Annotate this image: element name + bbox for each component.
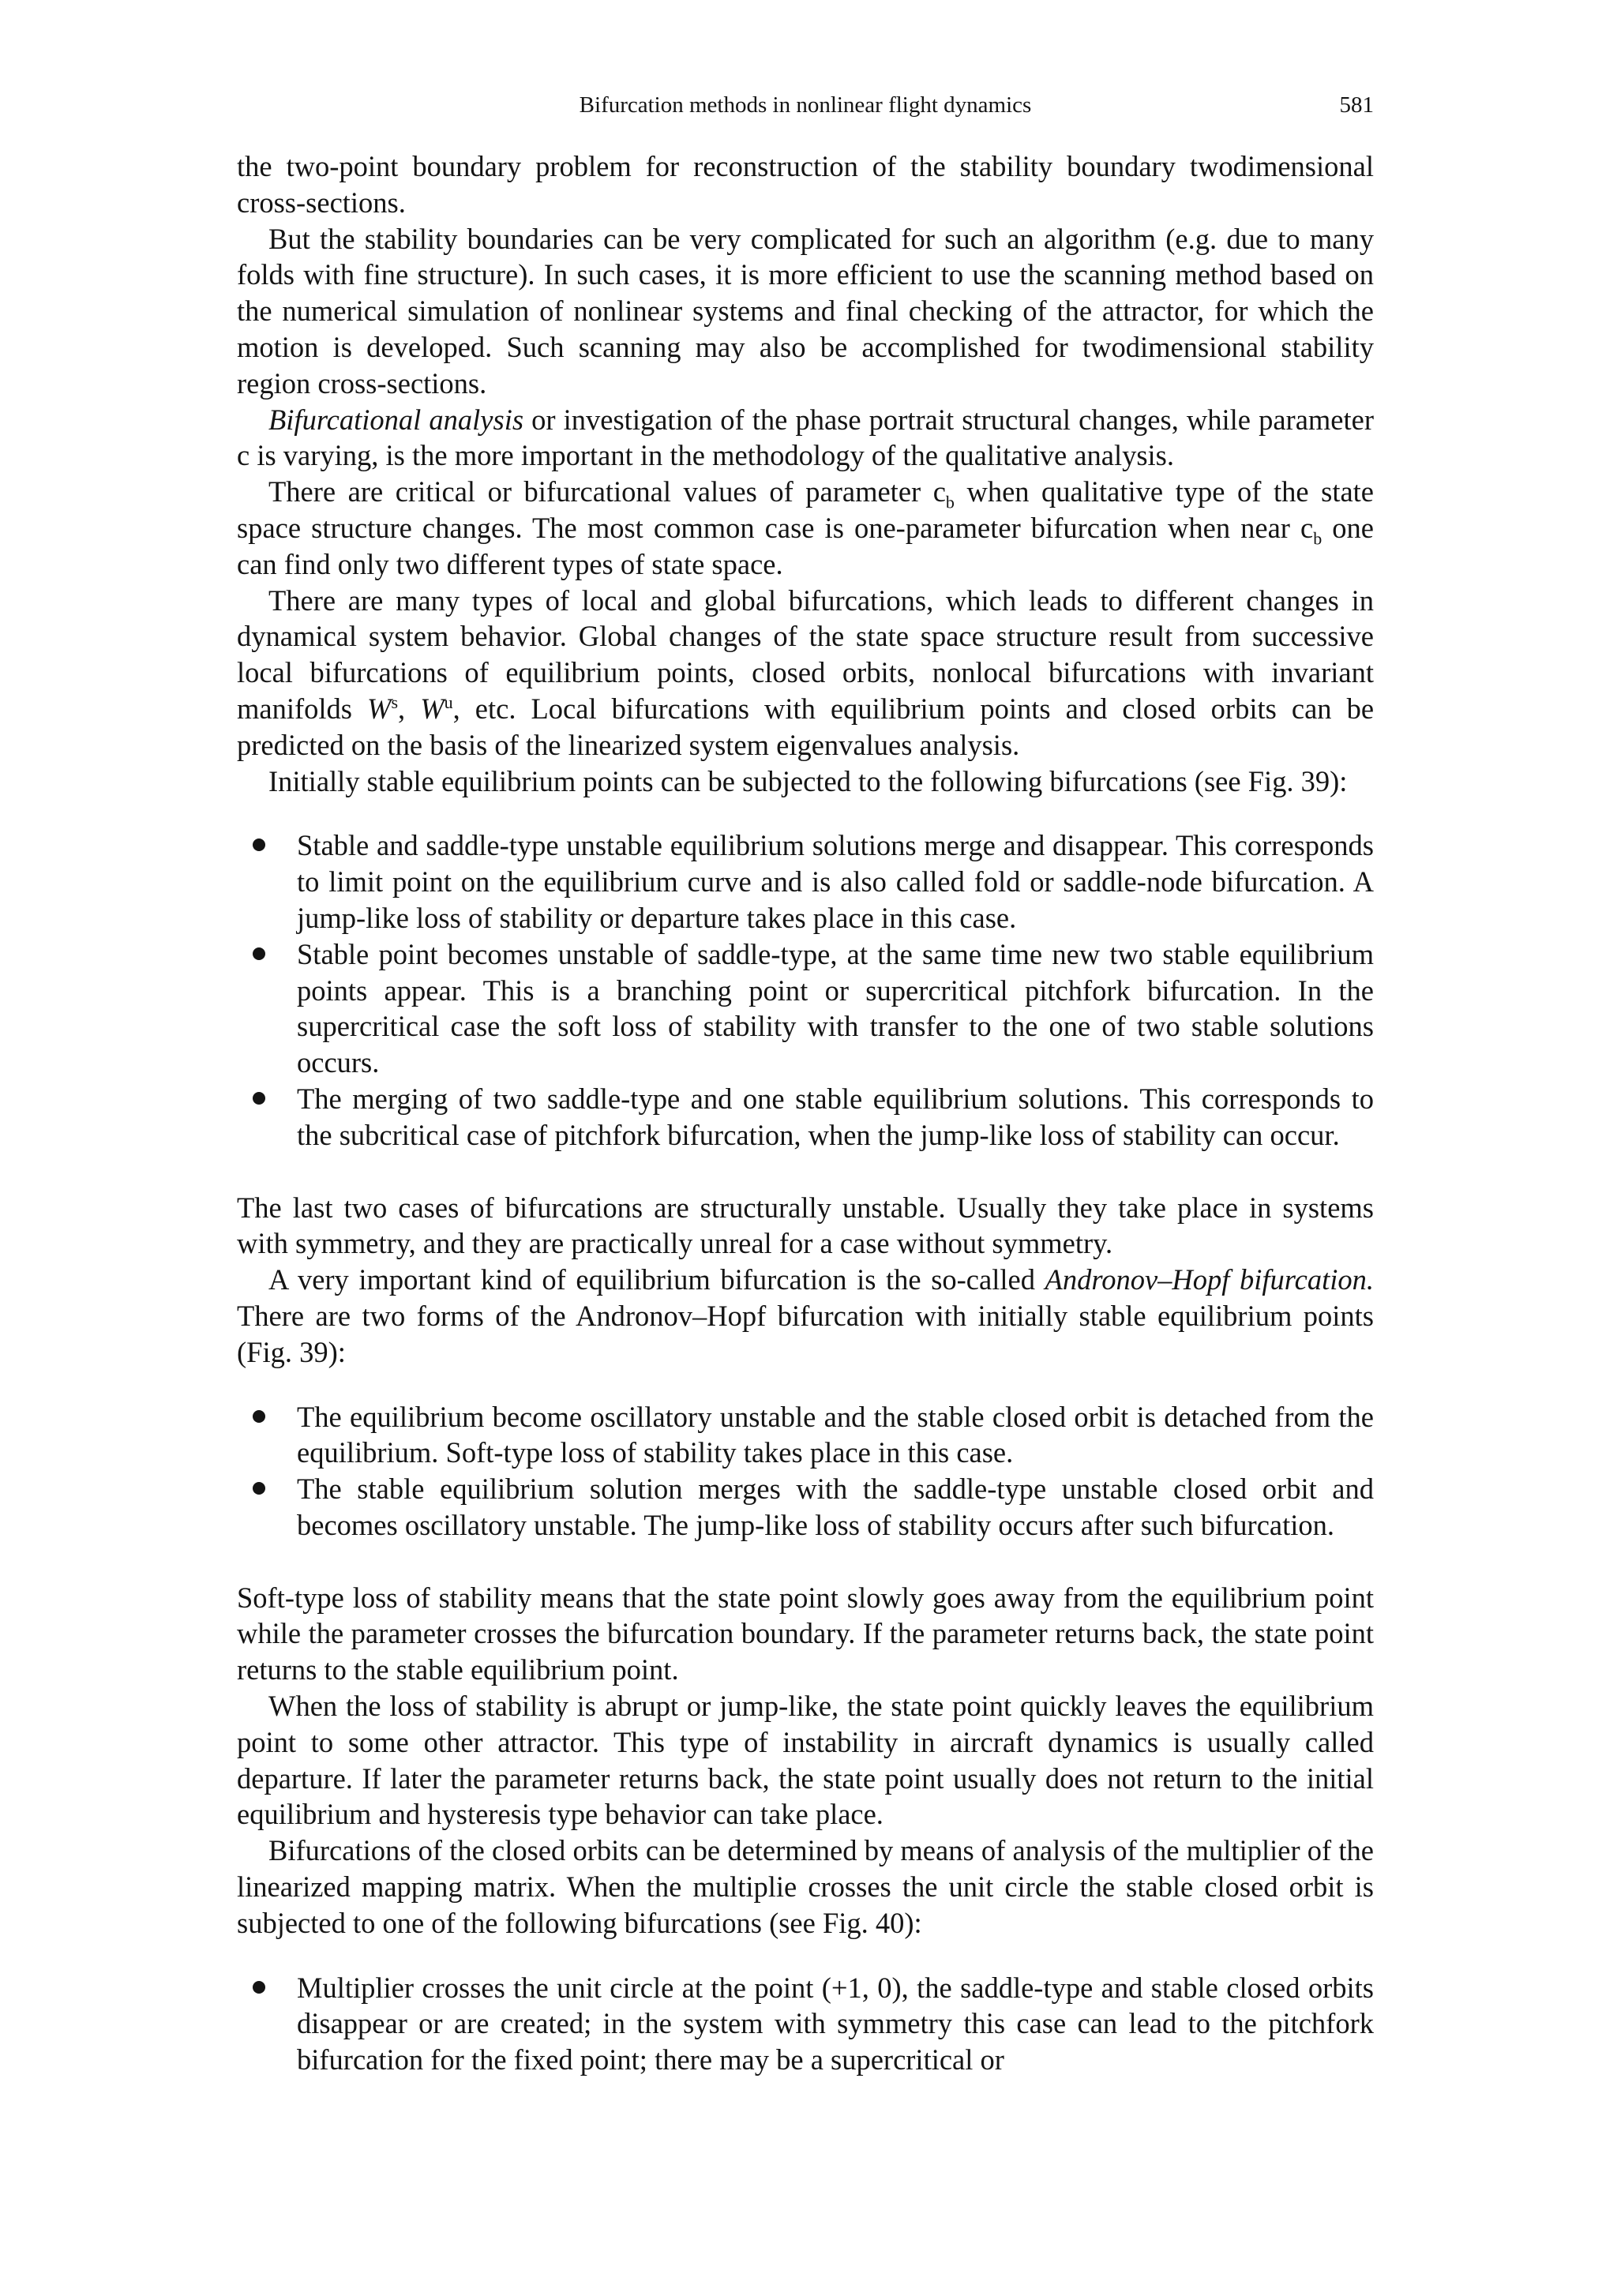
bullet-list-orbit-bifurcations	[237, 1970, 1374, 2078]
paragraph-8-text-a: A very important kind of equilibrium bifurcation is the so-called	[268, 1263, 1045, 1296]
paragraph-1: the two-point boundary problem for reconstruction of the stability boundary twodimensional cross-sections.	[237, 150, 1374, 219]
manifold-ws: W	[367, 692, 392, 725]
term-bifurcational-analysis: Bifurcational analysis	[268, 403, 524, 436]
bullet-icon	[253, 1482, 265, 1495]
subscript-b-1: b	[945, 492, 955, 512]
paragraph-5-text-a: There are many types of local and global bifurcations, which leads to different changes in dynamical system behavior. Global changes of the state space structure result from successive local bifurcations of equilibrium points, closed orbits, nonlocal bifurcations with invariant manifolds	[237, 583, 1374, 725]
paragraph-4-text-b: when qualitative type of the state space structure changes. The most common case is one-parameter bifurcation when near c	[237, 475, 1374, 544]
bullet-icon	[253, 947, 265, 960]
list-item	[297, 1081, 1374, 1154]
paragraph-2: But the stability boundaries can be very complicated for such an algorithm (e.g. due to many folds with fine structure). In such cases, it is more efficient to use the scanning method based on the numerical simulation of nonlinear systems and final checking of the attractor, for which the motion is developed. Such scanning may also be accomplished for twodimensional stability region cross-sections.	[237, 222, 1374, 400]
paragraph-7: The last two cases of bifurcations are structurally unstable. Usually they take place in systems with symmetry, and they are practically unreal for a case without symmetry.	[237, 1191, 1374, 1260]
paragraph-8-text-b: There are two forms of the Andronov–Hopf bifurcation with initially stable equilibrium points (Fig. 39):	[237, 1299, 1374, 1368]
term-andronov-hopf: Andronov–Hopf bifurcation.	[1045, 1263, 1374, 1296]
subscript-b-2: b	[1313, 528, 1322, 549]
list-item-text: Stable and saddle-type unstable equilibrium solutions merge and disappear. This corresponds to limit point on the equilibrium curve and is also called fold or saddle-node bifurcation. A jump-like loss of stability or departure takes place in this case.	[297, 829, 1374, 934]
paragraph-11: Bifurcations of the closed orbits can be determined by means of analysis of the multiplier of the linearized mapping matrix. When the multiplie crosses the unit circle the stable closed orbit is subjected to one of the following bifurcations (see Fig. 40):	[237, 1834, 1374, 1939]
list-item-text: Stable point becomes unstable of saddle-type, at the same time new two stable equilibrium points appear. This is a branching point or supercritical pitchfork bifurcation. In the supercritical case the soft loss of stability with transfer to the one of two stable solutions occurs.	[297, 937, 1374, 1079]
paragraph-9: Soft-type loss of stability means that the state point slowly goes away from the equilibrium point while the parameter crosses the bifurcation boundary. If the parameter returns back, the state point returns to the stable equilibrium point.	[237, 1581, 1374, 1686]
list-item-text: Multiplier crosses the unit circle at the point (+1, 0), the saddle-type and stable closed orbits disappear or are created; in the system with symmetry this case can lead to the pitchfork bifurcation for the fixed point; there may be a supercritical or	[297, 1971, 1374, 2077]
list-item	[297, 1970, 1374, 2078]
list-item	[297, 1471, 1374, 1544]
paragraph-5	[237, 583, 1374, 763]
document-page	[237, 87, 1374, 2078]
page-number: 581	[1339, 92, 1374, 118]
list-item	[297, 1399, 1374, 1472]
running-header	[237, 87, 1374, 123]
bullet-list-hopf-forms	[237, 1399, 1374, 1544]
paragraph-4-text-c: one can find only two different types of state space.	[237, 511, 1374, 580]
list-item	[297, 936, 1374, 1081]
running-title: Bifurcation methods in nonlinear flight dynamics	[579, 92, 1032, 118]
bullet-icon	[253, 1092, 265, 1105]
list-item-text: The equilibrium become oscillatory unstable and the stable closed orbit is detached from the equilibrium. Soft-type loss of stability takes place in this case.	[297, 1400, 1374, 1469]
paragraph-10: When the loss of stability is abrupt or jump-like, the state point quickly leaves the equilibrium point to some other attractor. This type of instability in aircraft dynamics is usually called departure. If later the parameter returns back, the state point usually does not return to the initial equilibrium and hysteresis type behavior can take place.	[237, 1690, 1374, 1831]
manifold-wu-sup: u	[444, 692, 453, 712]
manifold-ws-sup: s	[391, 692, 399, 712]
paragraph-5-text-b: , etc. Local bifurcations with equilibrium points and closed orbits can be predicted on the basis of the linearized system eigenvalues analysis.	[237, 692, 1375, 761]
bullet-list-equilibrium-bifurcations	[237, 827, 1374, 1153]
paragraph-4-text-a: There are critical or bifurcational values of parameter c	[268, 475, 946, 508]
bullet-icon	[253, 838, 265, 851]
paragraph-3-text: or investigation of the phase portrait structural changes, while parameter c is varying, is the more important in the methodology of the qualitative analysis.	[237, 403, 1374, 472]
manifold-wu: W	[420, 692, 445, 725]
list-item	[297, 827, 1374, 936]
paragraph-3	[237, 402, 1374, 475]
paragraph-4	[237, 474, 1374, 582]
bullet-icon	[253, 1410, 265, 1423]
list-item-text: The stable equilibrium solution merges with the saddle-type unstable closed orbit and becomes oscillatory unstable. The jump-like loss of stability occurs after such bifurcation.	[297, 1473, 1374, 1541]
bullet-icon	[253, 1981, 265, 1994]
paragraph-8	[237, 1262, 1374, 1370]
list-item-text: The merging of two saddle-type and one stable equilibrium solutions. This corresponds to the subcritical case of pitchfork bifurcation, when the jump-like loss of stability can occur.	[297, 1082, 1374, 1151]
paragraph-6: Initially stable equilibrium points can be subjected to the following bifurcations (see Fig. 39):	[268, 764, 1348, 797]
paragraph-5-comma: ,	[398, 692, 421, 725]
